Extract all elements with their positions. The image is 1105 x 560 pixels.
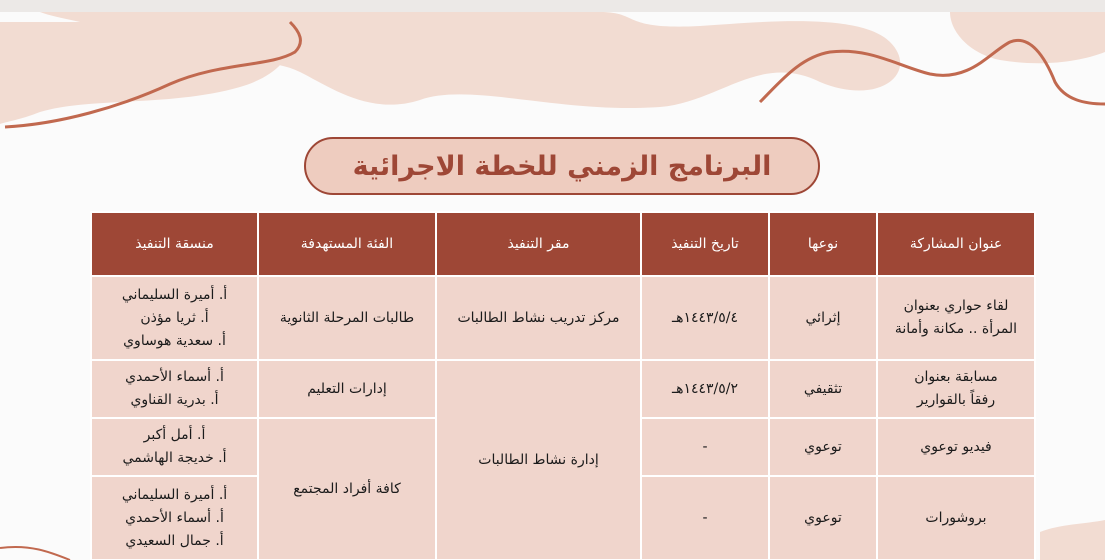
table-row: [91, 360, 1035, 418]
page-title: البرنامج الزمني للخطة الاجرائية: [304, 137, 820, 195]
header-type: نوعها: [769, 212, 877, 276]
header-participation-title: عنوان المشاركة: [877, 212, 1035, 276]
coordinator-name: أ. أمل أكبر: [143, 427, 206, 443]
coordinator-name: أ. سعدية هوساوي: [123, 332, 226, 349]
coordinator-name: أ. ثريا مؤذن: [140, 309, 209, 326]
cell-type: تثقيفي: [769, 360, 877, 418]
document-page: [0, 12, 1105, 560]
cell-text: لقاء حواري بعنوان: [903, 298, 1009, 314]
cell-coordinators: [91, 276, 258, 360]
cell-audience: طالبات المرحلة الثانوية: [258, 276, 436, 360]
cell-type: توعوي: [769, 418, 877, 476]
cell-date: ١٤٤٣/٥/٤هـ: [641, 276, 769, 360]
cell-text: مسابقة بعنوان: [914, 369, 998, 385]
cell-coordinators: [91, 360, 258, 418]
cell-title: [877, 276, 1035, 360]
cell-audience: كافة أفراد المجتمع: [258, 418, 436, 560]
cell-audience: إدارات التعليم: [258, 360, 436, 418]
cell-venue: مركز تدريب نشاط الطالبات: [436, 276, 641, 360]
coordinator-name: أ. أسماء الأحمدي: [125, 369, 224, 385]
coordinator-name: أ. بدرية القناوي: [130, 392, 219, 408]
schedule-table: [90, 211, 1036, 560]
header-audience: الفئة المستهدفة: [258, 212, 436, 276]
cell-venue: إدارة نشاط الطالبات: [436, 360, 641, 560]
table-header-row: [91, 212, 1035, 276]
coordinator-name: أ. خديجة الهاشمي: [122, 450, 227, 466]
cell-date: -: [641, 418, 769, 476]
table-row: [91, 276, 1035, 360]
cell-date: ١٤٤٣/٥/٢هـ: [641, 360, 769, 418]
cell-title: [877, 360, 1035, 418]
cell-date: -: [641, 476, 769, 560]
header-venue: مقر التنفيذ: [436, 212, 641, 276]
coordinator-name: أ. أميرة السليماني: [121, 486, 228, 503]
coordinator-name: أ. أميرة السليماني: [121, 286, 228, 303]
coordinator-name: أ. جمال السعيدي: [125, 532, 224, 549]
cell-coordinators: [91, 418, 258, 476]
top-strip: [0, 0, 1105, 12]
cell-type: إثرائي: [769, 276, 877, 360]
header-coordinator: منسقة التنفيذ: [91, 212, 258, 276]
cell-coordinators: [91, 476, 258, 560]
cell-type: توعوي: [769, 476, 877, 560]
cell-title: فيديو توعوي: [877, 418, 1035, 476]
cell-text: المرأة .. مكانة وأمانة: [894, 321, 1018, 337]
cell-title: بروشورات: [877, 476, 1035, 560]
cell-text: رفقاً بالقوارير: [916, 392, 996, 408]
coordinator-name: أ. أسماء الأحمدي: [125, 509, 224, 526]
header-date: تاريخ التنفيذ: [641, 212, 769, 276]
